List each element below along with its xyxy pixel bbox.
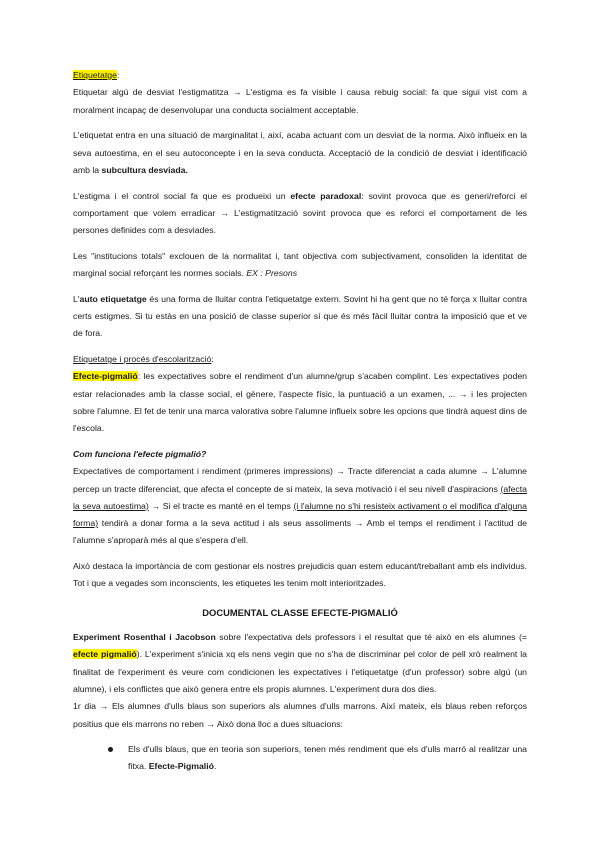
text-span: tendirà a donar forma a la seva actitud i als seus assoliments → Amb el temps el rendiment i l'actitud de l'alumne s'aproparà més al que s'espera d'ell. — [73, 518, 527, 546]
text-span: sobre l'expectativa dels professors i el resultat que té això en els alumnes (= — [215, 632, 527, 643]
term-efecte-paradoxal: efecte paradoxal — [290, 190, 362, 201]
text-span: Expectatives de comportament i rendiment (primeres impressions) → Tracte diferenciat a cada alumne → L'alumne percep un tracte diferenciat, que afecta el concepte de si mateix, la seva motivació i el seu nivell d'aspiracions — [73, 466, 527, 494]
underlined-resisteix: (i l'alumne no s'hi resisteix activament o el modifica d'alguna forma) — [73, 500, 527, 529]
text-span: → Si el tracte es manté en el temps — [148, 500, 294, 511]
example-presons: EX : Presons — [246, 268, 298, 279]
section-heading-escolaritzacio — [73, 351, 527, 368]
term-subcultura-desviada: subcultura desviada. — [101, 164, 188, 175]
term-efecte-pigmalio-inline: efecte pigmalió — [73, 649, 137, 660]
text-span: L'estigma i el control social fa que es produeixi un — [73, 190, 291, 201]
paragraph-efecte-pigmalio — [73, 368, 527, 437]
term-efecte-pigmalio: Efecte-pigmalió — [73, 371, 138, 382]
paragraph-efecte-paradoxal — [73, 188, 527, 240]
text-span: L'etiquetat entra en una situació de marginalitat i, així, acaba actuant com un desviat de la norma. Això influeix en la seva autoestima, en el seu autoconcepte i en la seva conducta. Acceptació de la condició de desviat i identificació amb la — [73, 130, 527, 175]
term-auto-etiquetatge: auto etiquetatge — [79, 293, 147, 304]
question-com-funciona: Com funciona l'efecte pigmalió? — [73, 448, 207, 459]
heading-escolaritzacio: Etiquetatge i procés d'escolarització — [73, 354, 212, 365]
text-span: Els d'ulls blaus, que en teoria son superiors, tenen més rendiment que els d'ulls marró al realitzar una fitxa. — [128, 743, 527, 772]
paragraph-experiment — [73, 629, 527, 698]
bullet-list — [73, 741, 527, 776]
underlined-autoestima: (afecta la seva autoestima) — [73, 483, 527, 511]
text-span: és una forma de lluitar contra l'etiquetatge extern. Sovint hi ha gent que no té força x lluitar contra certs estigmes. Si tu estàs en una posició de classe superior sí que és més fàcil lluitar contra la imposició que et ve de fora. — [73, 293, 528, 339]
heading-colon: : — [211, 354, 214, 365]
text-span: Les "institucions totals" exclouen de la normalitat i, tant objectiva com subjectivament, consoliden la identitat de marginal social reforçant les normes socials. — [73, 250, 527, 279]
term-efecte-pigmalio-bullet: Efecte-Pigmalió — [148, 761, 214, 772]
list-item — [73, 741, 527, 776]
text-span: : sovint provoca que es generi/reforci el comportament que volem erradicar → L'estigmatització sovint provoca que es reforci el comportament de les persones definides com a desviades. — [73, 190, 527, 236]
text-span: : les expectatives sobre el rendiment d'un alumne/grup s'acaben complint. Les expectatives poden estar relacionades amb la classe social, el gènere, l'aspecte físic, la puntuació a un examen, ... → i les projecten sobre l'alumne. El fet de tenir una marca valorativa sobre l'alumne influeix sobre les opcions que tindrà aquest dins de l'escola. — [73, 371, 527, 434]
paragraph-marginalitat — [73, 127, 527, 179]
bullet-dot-icon — [108, 747, 113, 752]
paragraph-mecanisme — [73, 463, 527, 549]
document-body — [73, 67, 527, 775]
term-experiment-rosenthal: Experiment Rosenthal i Jacobson — [73, 632, 216, 643]
paragraph-primer-dia: 1r dia → Els alumnes d'ulls blaus son superiors als alumnes d'ulls marrons. Així mateix, els blaus reben reforços positius que els marrons no reben → Això dona lloc a dues situacions: — [73, 701, 527, 729]
paragraph-auto-etiquetatge — [73, 291, 527, 343]
paragraph-estigma: Etiquetar algú de desviat l'estigmatitza → L'estigma es fa visible i causa rebuig social: fa que sigui vist com a moralment incapaç de desenvolupar una conducta socialment acceptable. — [73, 87, 527, 115]
section-heading-etiquetatge — [73, 67, 527, 84]
text-span: ). L'experiment s'inicia xq els nens vegin que no s'ha de discriminar pel color de pell xrò realment la finalitat de l'experiment és veure com condicionen les expectatives i l'etiquetatge (d'un professor) sobre algú (un alumne), i els conflictes que això genera entre els propis alumnes. L'experiment dura dos dies. — [73, 649, 527, 694]
text-span: L' — [73, 293, 80, 304]
heading-etiquetatge: Etiquetatge — [73, 70, 117, 80]
heading-colon: : — [116, 70, 120, 80]
paragraph-prejudicis: Això destaca la importància de com gestionar els nostres prejudicis quan estem educant/treballant amb els individus. Tot i que a vegades som inconscients, les etiquetes les tenim molt interioritzades. — [73, 561, 527, 589]
documental-title: DOCUMENTAL CLASSE EFECTE-PIGMALIÓ — [202, 606, 398, 618]
text-span: . — [213, 761, 217, 772]
paragraph-institucions-totals — [73, 248, 527, 283]
subheading-com-funciona — [73, 446, 527, 463]
